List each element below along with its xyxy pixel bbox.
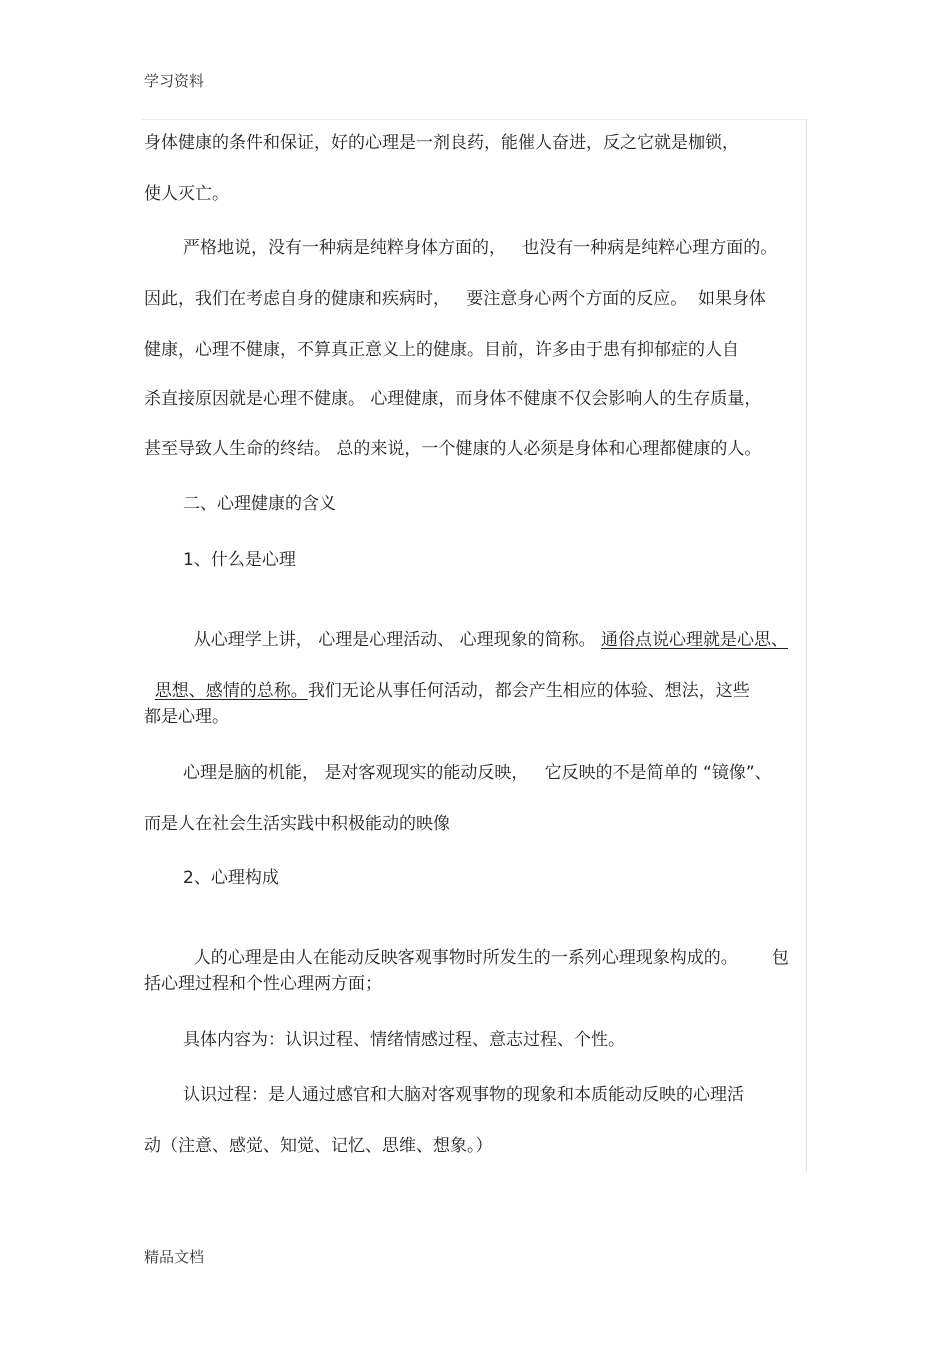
paragraph-line: 动（注意、感觉、知觉、记忆、思维、想象。）: [144, 1136, 493, 1156]
paragraph-line: 都是心理。: [144, 707, 229, 727]
paragraph-line: 杀直接原因就是心理不健康。 心理健康，而身体不健康不仅会影响人的生存质量，: [144, 389, 762, 409]
paragraph-line: 身体健康的条件和保证，好的心理是一剂良药，能催人奋进，反之它就是枷锁，: [144, 133, 739, 153]
page-header-label: 学习资料: [144, 72, 205, 90]
paragraph-line: 心理是脑的机能， 是对客观现实的能动反映， 它反映的不是简单的 “镜像”、: [183, 763, 772, 783]
paragraph-line: [183, 604, 788, 652]
paragraph-text: 我们无论从事任何活动，都会产生相应的体验、想法，这些: [307, 681, 750, 701]
paragraph-text: 包: [771, 948, 789, 968]
paragraph-line: 认识过程：是人通过感官和大脑对客观事物的现象和本质能动反映的心理活: [183, 1085, 744, 1105]
paragraph-line: 而是人在社会生活实践中积极能动的映像: [144, 814, 450, 834]
paragraph-line: 健康，心理不健康，不算真正意义上的健康。目前，许多由于患有抑郁症的人自: [144, 340, 739, 360]
subsection-heading: 2、心理构成: [183, 868, 279, 888]
paragraph-text: 人的心理是由人在能动反映客观事物时所发生的一系列心理现象构成的。: [193, 948, 738, 968]
paragraph-line: 甚至导致人生命的终结。 总的来说，一个健康的人必须是身体和心理都健康的人。: [144, 439, 762, 459]
section-heading: 二、心理健康的含义: [183, 494, 336, 514]
paragraph-line: 使人灭亡。: [144, 184, 229, 204]
subsection-heading: 1、什么是心理: [183, 550, 296, 570]
underlined-text: 通俗点说心理就是心思、: [601, 630, 789, 650]
underlined-text: 思想、感情的总称。: [154, 681, 308, 701]
page-footer-label: 精品文档: [144, 1248, 205, 1266]
paragraph-line: [183, 922, 789, 970]
paragraph-line: 严格地说，没有一种病是纯粹身体方面的， 也没有一种病是纯粹心理方面的。: [183, 238, 778, 258]
paragraph-line: 括心理过程和个性心理两方面；: [144, 974, 382, 994]
paragraph-line: 因此，我们在考虑自身的健康和疾病时， 要注意身心两个方面的反应。 如果身体: [144, 289, 767, 309]
paragraph-text: 从心理学上讲， 心理是心理活动、 心理现象的简称。: [193, 630, 602, 650]
paragraph-line: 具体内容为：认识过程、情绪情感过程、意志过程、个性。: [183, 1030, 625, 1050]
paragraph-line: [144, 655, 750, 703]
